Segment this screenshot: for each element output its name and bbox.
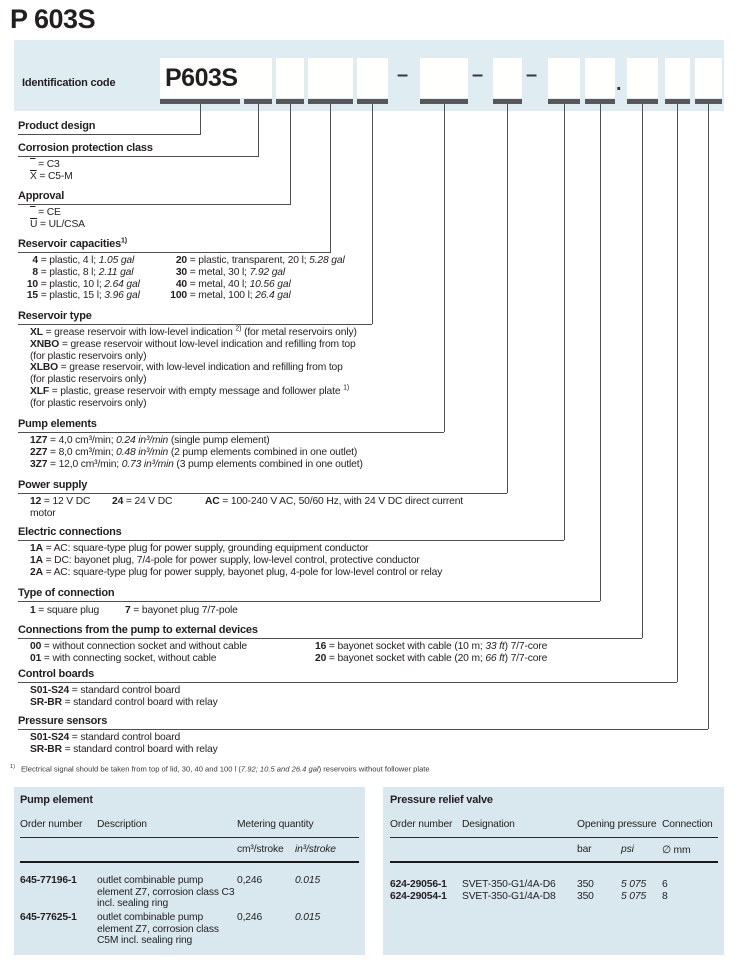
connector-line-power-supply <box>507 104 508 493</box>
code-box-external-connections <box>627 58 658 98</box>
option-line: 3Z7 = 12,0 cm³/min; 0.73 in³/min (3 pump elements combined in one outlet) <box>30 458 363 470</box>
option-line: 24 = 24 V DC <box>112 496 173 507</box>
section-rule <box>18 682 677 683</box>
option-line: S01-S24 = standard control board <box>30 685 181 696</box>
connector-line-pressure-sensors <box>708 104 709 729</box>
table-rule <box>390 861 718 863</box>
option-line: 40 = metal, 40 l; 10.56 gal <box>175 278 291 290</box>
code-box-pump-elements <box>420 58 468 98</box>
table-title: Pump element <box>20 794 93 806</box>
order-number-cell: 645-77625-1 <box>20 912 77 923</box>
section-rule <box>18 638 642 639</box>
option-line: 20 = bayonet socket with cable (20 m; 66 ft) 7/7-core <box>315 652 548 664</box>
column-header-order-number: Order number <box>20 819 83 830</box>
option-line: 1A = DC: bayonet plug, 7/4-pole for power supply, low-level control, protective conductor <box>30 554 420 566</box>
option-line: 00 = without connection socket and without cable <box>30 641 247 652</box>
column-header-designation: Designation <box>462 819 515 830</box>
imperial-value-cell: 0.015 <box>295 912 321 923</box>
column-header-connection: Connection <box>662 819 713 830</box>
option-line: 8 = plastic, 8 l; 2.11 gal <box>32 266 134 278</box>
section-title-electric-connections: Electric connections <box>18 526 122 538</box>
option-line: (for plastic reservoirs only) <box>30 397 147 409</box>
section-title-capacity <box>18 238 127 250</box>
connector-line-pump-elements <box>444 104 445 432</box>
unit-header-psi: psi <box>621 844 634 855</box>
description-cell: outlet combinable pump element Z7, corrosion class C5M incl. sealing ring <box>97 912 219 946</box>
code-box-corrosion <box>244 58 272 98</box>
footnote-text: Electrical signal should be taken from top of lid, 30, 40 and 100 l (7.92; 10.5 and 26.4 gal) reservoirs without follower plate <box>20 764 430 774</box>
section-options-pressure-sensors <box>30 732 218 756</box>
capacity-column-1 <box>24 255 140 302</box>
option-line: = C3 <box>35 159 60 170</box>
code-box-control-boards <box>665 58 690 98</box>
table-rule <box>20 837 359 838</box>
option-line: XNBO = grease reservoir without low-level indication and refilling from top <box>30 338 356 350</box>
section-rule <box>18 540 564 541</box>
connector-line-corrosion <box>258 104 259 156</box>
external-connections-col1 <box>30 641 247 665</box>
section-rule <box>18 601 600 602</box>
unit-header-bar: bar <box>577 844 592 855</box>
table-rule <box>390 837 718 838</box>
footnote-marker: 1) <box>10 764 15 770</box>
column-header-metering-quantity: Metering quantity <box>237 819 314 830</box>
order-number-cell: 624-29054-1 <box>390 891 447 902</box>
page-title: P 603S <box>10 4 96 34</box>
section-rule <box>18 432 444 433</box>
section-title-reservoir-type: Reservoir type <box>18 310 92 322</box>
footnote <box>10 764 430 774</box>
section-title-approval: Approval <box>18 190 65 202</box>
connection-type-col1 <box>30 605 99 617</box>
footnote-marker: 1) <box>121 237 127 245</box>
imperial-value-cell: 0.015 <box>295 875 321 886</box>
connector-line-product-design <box>200 104 201 134</box>
connector-line-capacity <box>330 104 331 252</box>
connection-value-cell: 6 <box>662 879 668 890</box>
option-line: $\overline{X} = C5-M$ <box>30 170 73 182</box>
option-line: 2A = AC: square-type plug for power supply, bayonet plug, 4-pole for low-level control or relay <box>30 566 443 578</box>
option-line: 7 = bayonet plug 7/7-pole <box>125 605 238 616</box>
option-line: 100 = metal, 100 l; 26.4 gal <box>170 290 291 302</box>
code-box-power-supply <box>493 58 522 98</box>
code-box-capacity <box>308 58 353 98</box>
option-line: 10 = plastic, 10 l; 2.64 gal <box>26 278 140 290</box>
option-line: (for plastic reservoirs only) <box>30 374 147 386</box>
option-line: AC = 100-240 V AC, 50/60 Hz, with 24 V DC direct current <box>205 496 464 507</box>
column-header-description: Description <box>97 819 147 830</box>
option-line: 4 = plastic, 4 l; 1.05 gal <box>32 255 135 266</box>
section-options-reservoir-type <box>30 327 357 410</box>
section-rule <box>18 324 372 325</box>
psi-value-cell: 5 075 <box>621 891 647 902</box>
option-line: S01-S24 = standard control board <box>30 732 181 743</box>
connector-line-approval <box>290 104 291 204</box>
option-line: (for plastic reservoirs only) <box>30 350 147 362</box>
option-line: motor <box>30 507 56 519</box>
option-line: SR-BR = standard control board with relay <box>30 696 218 708</box>
section-title-pump-elements: Pump elements <box>18 418 97 430</box>
code-separator-2: – <box>472 64 484 86</box>
connector-line-connection-type <box>600 104 601 601</box>
psi-value-cell: 5 075 <box>621 879 647 890</box>
code-box-approval <box>276 58 304 98</box>
identification-code-label: Identification code <box>22 77 116 89</box>
section-title-connection-type: Type of connection <box>18 587 115 599</box>
unit-header-imperial: in³/stroke <box>295 844 336 855</box>
connection-type-col2 <box>125 605 238 617</box>
section-title-product-design: Product design <box>18 120 96 132</box>
external-connections-col2 <box>315 641 547 665</box>
metric-value-cell: 0,246 <box>237 912 263 923</box>
option-line: 15 = plastic, 15 l; 3.96 gal <box>26 290 140 302</box>
column-header-order-number: Order number <box>390 819 453 830</box>
unit-header-diameter: ∅ mm <box>662 845 691 856</box>
order-number-cell: 624-29056-1 <box>390 879 447 890</box>
pressure-relief-valve-table <box>383 787 724 955</box>
section-title-text: Reservoir capacities <box>18 238 122 250</box>
bar-value-cell: 350 <box>577 891 594 902</box>
code-separator-3: – <box>526 64 538 86</box>
connection-value-cell: 8 <box>662 891 668 902</box>
section-title-corrosion: Corrosion protection class <box>18 142 153 154</box>
section-rule <box>18 134 201 135</box>
section-options-pump-elements <box>30 435 363 470</box>
order-number-cell: 645-77196-1 <box>20 875 77 886</box>
metric-value-cell: 0,246 <box>237 875 263 886</box>
table-title: Pressure relief valve <box>390 794 493 806</box>
option-line: 01 = with connecting socket, without cable <box>30 652 217 664</box>
power-supply-col3 <box>205 496 463 508</box>
code-box-pressure-sensors <box>695 58 722 98</box>
capacity-column-2 <box>170 255 345 302</box>
section-options-electric-connections <box>30 543 442 578</box>
option-line: 12 = 12 V DC <box>30 496 91 507</box>
description-cell: outlet combinable pump element Z7, corrosion class C3 incl. sealing ring <box>97 875 235 909</box>
section-options-control-boards <box>30 685 218 709</box>
column-header-opening-pressure: Opening pressure <box>577 819 657 830</box>
option-line: XLF = plastic, grease reservoir with empty message and follower plate $^{1)}$ <box>30 384 350 397</box>
option-line: SR-BR = standard control board with relay <box>30 743 218 755</box>
section-title-power-supply: Power supply <box>18 479 88 491</box>
bar-value-cell: 350 <box>577 879 594 890</box>
table-rule <box>20 861 359 863</box>
option-line: 16 = bayonet socket with cable (10 m; 33 ft) 7/7-core <box>315 641 548 652</box>
code-separator-1: – <box>397 64 409 86</box>
pump-element-table <box>14 787 365 955</box>
connector-line-control-boards <box>677 104 678 682</box>
section-rule <box>18 204 291 205</box>
section-options-corrosion <box>30 159 73 183</box>
option-line: = CE <box>35 207 61 218</box>
code-box-connection-type <box>585 58 615 98</box>
section-title-control-boards: Control boards <box>18 668 95 680</box>
code-prefix-box: P603S <box>160 58 245 98</box>
power-supply-col1 <box>30 496 90 520</box>
option-line: 1 = square plug <box>30 605 100 616</box>
section-rule <box>18 493 507 494</box>
designation-cell: SVET-350-G1/4A-D6 <box>462 879 556 890</box>
option-line: XLBO = grease reservoir, with low-level indication and refilling from top <box>30 362 343 374</box>
unit-header-metric: cm³/stroke <box>237 844 284 855</box>
power-supply-col2 <box>112 496 172 508</box>
designation-cell: SVET-350-G1/4A-D8 <box>462 891 556 902</box>
connector-line-external-connections <box>642 104 643 638</box>
code-box-reservoir-type <box>357 58 388 98</box>
option-line: 2Z7 = 8,0 cm³/min; 0.48 in³/min (2 pump elements combined in one outlet) <box>30 446 358 458</box>
section-options-approval <box>30 207 85 231</box>
section-rule <box>18 729 708 730</box>
connector-line-electric-connections <box>564 104 565 540</box>
option-line: $\overline{U} = UL/CSA$ <box>30 218 85 230</box>
option-line: 1Z7 = 4,0 cm³/min; 0.24 in³/min (single pump element) <box>30 435 270 446</box>
code-box-electric-connections <box>548 58 580 98</box>
section-rule <box>18 156 259 157</box>
section-title-external-connections: Connections from the pump to external devices <box>18 624 258 636</box>
code-dot: . <box>616 73 622 95</box>
section-title-pressure-sensors: Pressure sensors <box>18 715 108 727</box>
option-line: 1A = AC: square-type plug for power supply, grounding equipment conductor <box>30 543 369 554</box>
option-line: 20 = plastic, transparent, 20 l; 5.28 gal <box>175 255 345 266</box>
connector-line-reservoir-type <box>372 104 373 324</box>
option-line: 30 = metal, 30 l; 7.92 gal <box>175 266 286 278</box>
option-line: XL = grease reservoir with low-level indication $^{2)}$ (for metal reservoirs only) <box>30 325 357 338</box>
section-rule <box>18 252 331 253</box>
